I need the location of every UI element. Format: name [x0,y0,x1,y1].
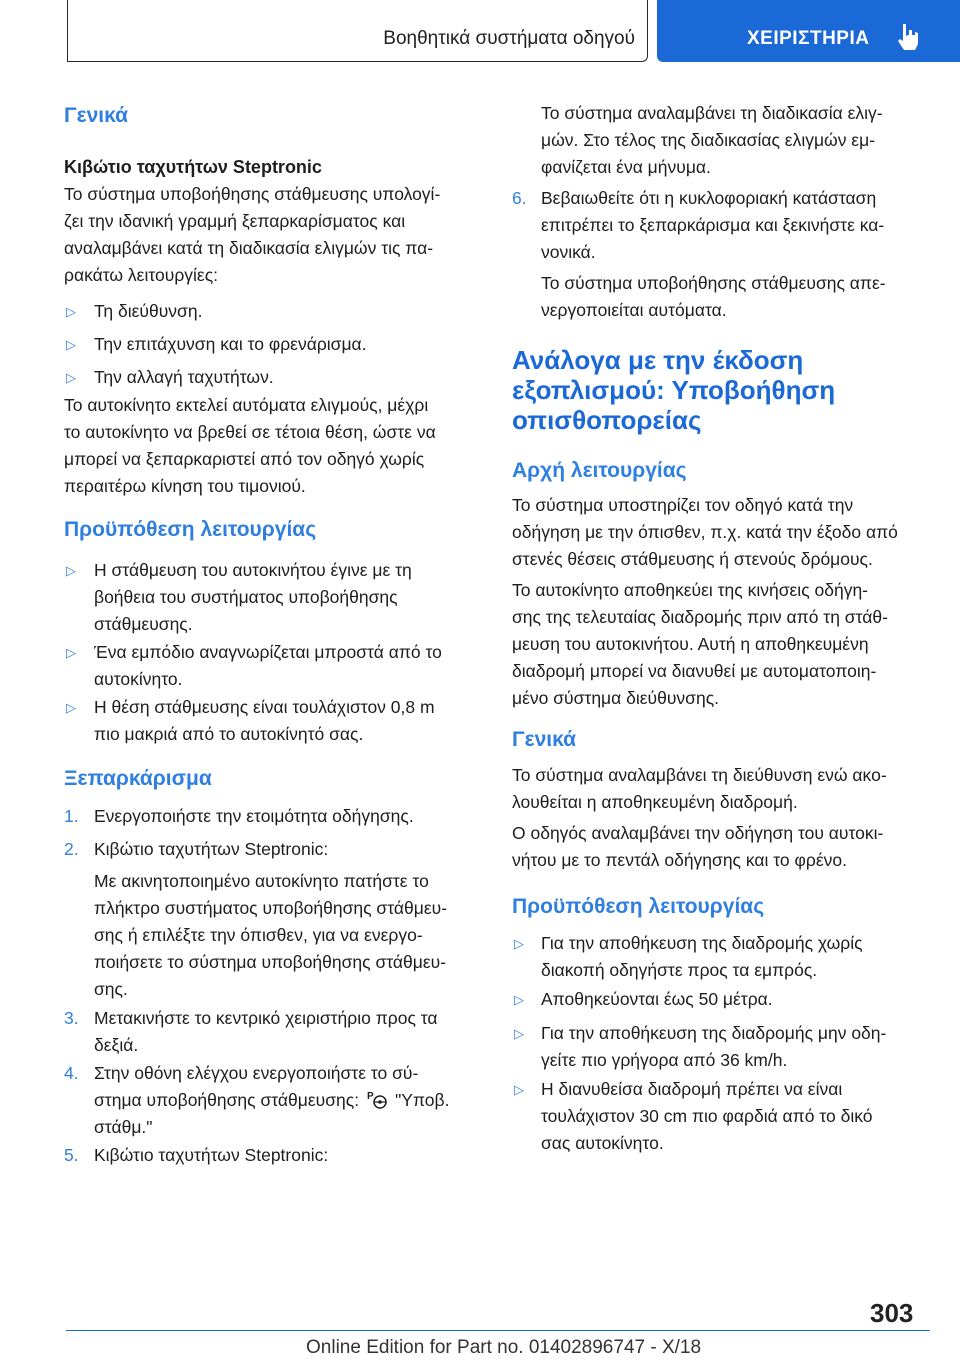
step-text: Μετακινήστε το κεντρικό χειριστήριο προς τα [94,1008,438,1028]
step-number: 5. [64,1145,79,1165]
paragraph-line: Το σύστημα υποβοήθησης στάθμευσης υπολογί- [64,184,441,204]
step-number: 4. [64,1063,79,1083]
heading-principle: Αρχή λειτουργίας [512,459,687,482]
step-text: Το σύστημα υποβοήθησης στάθμευσης απε- [541,273,886,293]
step-number: 2. [64,839,79,859]
list-item: γείτε πιο γρήγορα από 36 km/h. [541,1050,788,1070]
heading-general: Γενικά [64,104,129,127]
paragraph-line: μών. Στο τέλος της διαδικασίας ελιγμών εμ- [541,130,876,150]
bullet-icon: ▷ [514,936,524,951]
paragraph-line: μπορεί να ξεπαρκαριστεί από τον οδηγό χωρίς [64,449,425,469]
step-text: ποιήσετε το σύστημα υποβοήθησης στάθμευ- [94,952,447,972]
paragraph-line: σης της τελευταίας διαδρομής πριν από τη στάθ- [512,607,888,627]
header-section-box [67,0,648,62]
bullet-icon: ▷ [66,304,76,319]
paragraph-line: φανίζεται ένα μήνυμα. [541,157,711,177]
list-item: Την επιτάχυνση και το φρενάρισμα. [94,334,367,354]
step-text: στάθμ." [94,1117,153,1137]
step-text: νονικά. [541,242,596,262]
paragraph-line: διαδρομή μπορεί να διανυθεί με αυτοματοποιη- [512,661,877,681]
step-text: σης. [94,979,128,999]
step-text: πλήκτρο συστήματος υποβοήθησης στάθμευ- [94,898,448,918]
list-item: Ένα εμπόδιο αναγνωρίζεται μπροστά από το [94,642,442,662]
paragraph-line: ζει την ιδανική γραμμή ξεπαρκαρίσματος και [64,211,406,231]
paragraph-line: περαιτέρω κίνηση του τιμονιού. [64,476,306,496]
step-text: Βεβαιωθείτε ότι η κυκλοφοριακή κατάσταση [541,188,877,208]
list-item: βοήθεια του συστήματος υποβοήθησης [94,587,398,607]
list-item: Για την αποθήκευση της διαδρομής χωρίς [541,933,863,953]
list-item: στάθμευσης. [94,614,193,634]
bullet-icon: ▷ [66,700,76,715]
list-item: τουλάχιστον 30 cm πιο φαρδιά από το δικό [541,1106,873,1126]
step-text: επιτρέπει το ξεπαρκάρισμα και ξεκινήστε κα- [541,215,885,235]
heading-precondition-2: Προϋπόθεση λειτουργίας [512,895,765,918]
step-text: Κιβώτιο ταχυτήτων Steptronic: [94,1145,329,1165]
step-text: "Υποβ. [395,1090,450,1110]
paragraph-line: Το σύστημα αναλαμβάνει τη διεύθυνση ενώ ακο- [512,765,887,785]
chapter-tab[interactable] [657,0,960,62]
step-text: Ενεργοποιήστε την ετοιμότητα οδήγησης. [94,806,414,826]
heading-equipment: οπισθοπορείας [512,405,702,435]
step-text: δεξιά. [94,1035,139,1055]
step-text: νεργοποιείται αυτόματα. [541,300,727,320]
bullet-icon: ▷ [514,1082,524,1097]
parking-assist-icon [367,1089,389,1109]
heading-exit: Ξεπαρκάρισμα [64,767,212,790]
svg-text:P: P [367,1091,374,1102]
step-text: Στην οθόνη ελέγχου ενεργοποιήστε το σύ- [94,1063,419,1083]
step-number: 1. [64,806,79,826]
step-text: στημα υποβοήθησης στάθμευσης: [94,1090,360,1110]
paragraph-line: Το αυτοκίνητο αποθηκεύει της κινήσεις οδήγη- [512,580,869,600]
paragraph-line: Το σύστημα υποστηρίζει τον οδηγό κατά την [512,495,854,515]
section-title: Βοηθητικά συστήματα οδηγού [383,28,635,49]
step-text: σης ή επιλέξτε την όπισθεν, για να ενεργο- [94,925,423,945]
hand-pointer-icon [895,22,921,52]
step-text-with-icon [94,1087,449,1114]
paragraph-line: νήτου με το πεντάλ οδήγησης και το φρένο. [512,850,847,870]
heading-precondition: Προϋπόθεση λειτουργίας [64,518,317,541]
bullet-icon: ▷ [66,337,76,352]
list-item: πιο μακριά από το αυτοκίνητό σας. [94,724,364,744]
step-text: Κιβώτιο ταχυτήτων Steptronic: [94,839,329,859]
step-number: 6. [512,188,527,208]
paragraph-line: Ο οδηγός αναλαμβάνει την οδήγηση του αυτοκι- [512,823,884,843]
paragraph-line: μευση του αυτοκινήτου. Αυτή η αποθηκευμένη [512,634,869,654]
list-item: διακοπή οδηγήστε προς τα εμπρός. [541,960,818,980]
paragraph-line: μένο σύστημα διεύθυνσης. [512,688,719,708]
bullet-icon: ▷ [514,1026,524,1041]
paragraph-line: στενές θέσεις στάθμευσης ή στενούς δρόμους. [512,549,873,569]
bullet-icon: ▷ [66,370,76,385]
paragraph-line: οδήγηση με την όπισθεν, π.χ. κατά την έξοδο από [512,522,898,542]
heading-equipment: Ανάλογα με την έκδοση [512,345,804,375]
step-text: Με ακινητοποιημένο αυτοκίνητο πατήστε το [94,871,429,891]
footer-edition: Online Edition for Part no. 01402896747 - X/18 [306,1337,702,1358]
subheading-steptronic: Κιβώτιο ταχυτήτων Steptronic [64,157,322,177]
paragraph-line: αναλαμβάνει κατά τη διαδικασία ελιγμών τις πα- [64,238,434,258]
heading-equipment: εξοπλισμού: Υποβοήθηση [512,375,836,405]
list-item: Την αλλαγή ταχυτήτων. [94,367,274,387]
paragraph-line: Το αυτοκίνητο εκτελεί αυτόματα ελιγμούς, μέχρι [64,395,429,415]
paragraph-line: ρακάτω λειτουργίες: [64,265,219,285]
paragraph-line: το αυτοκίνητο να βρεθεί σε τέτοια θέση, ώστε να [64,422,436,442]
bullet-icon: ▷ [66,563,76,578]
list-item: Η διανυθείσα διαδρομή πρέπει να είναι [541,1079,843,1099]
list-item: Η στάθμευση του αυτοκινήτου έγινε με τη [94,560,412,580]
chapter-tab-label: ΧΕΙΡΙΣΤΗΡΙΑ [747,28,870,49]
heading-general-2: Γενικά [512,728,577,751]
list-item: αυτοκίνητο. [94,669,183,689]
paragraph-line: Το σύστημα αναλαμβάνει τη διαδικασία ελιγ- [541,103,883,123]
footer-divider [66,1330,930,1331]
bullet-icon: ▷ [514,992,524,1007]
paragraph-line: λουθείται η αποθηκευμένη διαδρομή. [512,792,798,812]
list-item: Η θέση στάθμευσης είναι τουλάχιστον 0,8 m [94,697,435,717]
list-item: Για την αποθήκευση της διαδρομής μην οδη- [541,1023,887,1043]
list-item: σας αυτοκίνητο. [541,1133,664,1153]
page-number: 303 [870,1298,914,1328]
list-item: Τη διεύθυνση. [94,301,203,321]
step-number: 3. [64,1008,79,1028]
bullet-icon: ▷ [66,645,76,660]
list-item: Αποθηκεύονται έως 50 μέτρα. [541,989,773,1009]
